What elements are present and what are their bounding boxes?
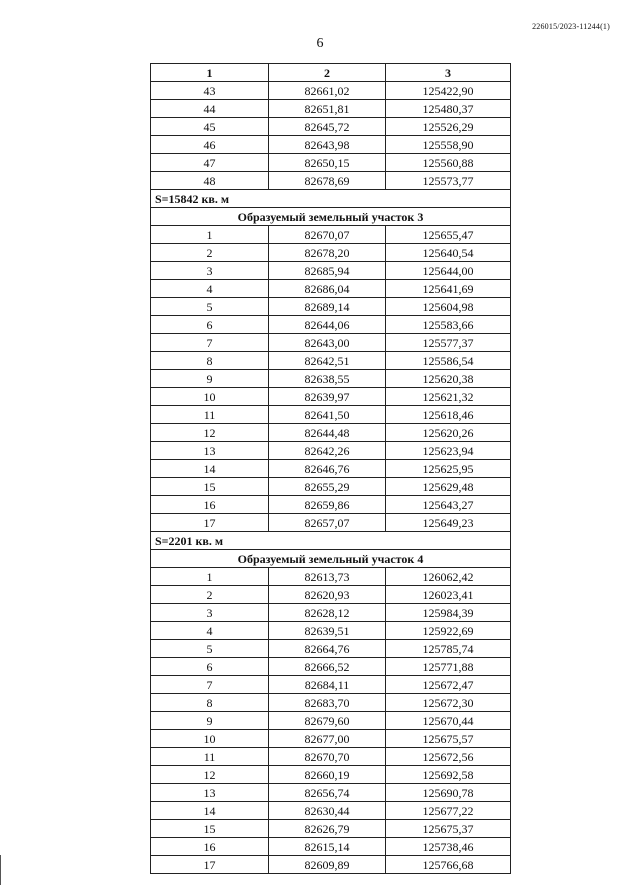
point-number-cell: 3 xyxy=(151,604,269,622)
plot-title-row xyxy=(151,550,511,568)
y-coordinate-cell: 125675,57 xyxy=(386,730,511,748)
y-coordinate-cell: 125677,22 xyxy=(386,802,511,820)
table-row xyxy=(151,460,511,478)
y-coordinate-cell: 125558,90 xyxy=(386,136,511,154)
point-number-cell: 2 xyxy=(151,586,269,604)
table-row xyxy=(151,172,511,190)
point-number-cell: 16 xyxy=(151,496,269,514)
table-row xyxy=(151,568,511,586)
point-number-cell: 16 xyxy=(151,838,269,856)
point-number-cell: 15 xyxy=(151,820,269,838)
point-number-cell: 9 xyxy=(151,370,269,388)
y-coordinate-cell: 125766,68 xyxy=(386,856,511,874)
table-row xyxy=(151,838,511,856)
x-coordinate-cell: 82651,81 xyxy=(269,100,386,118)
table-row xyxy=(151,766,511,784)
table-row xyxy=(151,370,511,388)
y-coordinate-cell: 125675,37 xyxy=(386,820,511,838)
x-coordinate-cell: 82659,86 xyxy=(269,496,386,514)
y-coordinate-cell: 125583,66 xyxy=(386,316,511,334)
table-row xyxy=(151,100,511,118)
table-row xyxy=(151,514,511,532)
x-coordinate-cell: 82679,60 xyxy=(269,712,386,730)
x-coordinate-cell: 82661,02 xyxy=(269,82,386,100)
y-coordinate-cell: 125621,32 xyxy=(386,388,511,406)
point-number-cell: 11 xyxy=(151,406,269,424)
x-coordinate-cell: 82643,00 xyxy=(269,334,386,352)
x-coordinate-cell: 82678,20 xyxy=(269,244,386,262)
x-coordinate-cell: 82609,89 xyxy=(269,856,386,874)
y-coordinate-cell: 125690,78 xyxy=(386,784,511,802)
x-coordinate-cell: 82642,51 xyxy=(269,352,386,370)
point-number-cell: 45 xyxy=(151,118,269,136)
x-coordinate-cell: 82686,04 xyxy=(269,280,386,298)
point-number-cell: 46 xyxy=(151,136,269,154)
document-id: 226015/2023-11244(1) xyxy=(532,22,610,31)
column-header-point: 1 xyxy=(151,64,269,82)
y-coordinate-cell: 125649,23 xyxy=(386,514,511,532)
point-number-cell: 4 xyxy=(151,622,269,640)
y-coordinate-cell: 125620,38 xyxy=(386,370,511,388)
y-coordinate-cell: 125422,90 xyxy=(386,82,511,100)
x-coordinate-cell: 82685,94 xyxy=(269,262,386,280)
area-label: S=2201 кв. м xyxy=(151,532,511,550)
point-number-cell: 6 xyxy=(151,658,269,676)
y-coordinate-cell: 125771,88 xyxy=(386,658,511,676)
y-coordinate-cell: 125618,46 xyxy=(386,406,511,424)
point-number-cell: 4 xyxy=(151,280,269,298)
x-coordinate-cell: 82613,73 xyxy=(269,568,386,586)
point-number-cell: 5 xyxy=(151,298,269,316)
table-row xyxy=(151,604,511,622)
x-coordinate-cell: 82683,70 xyxy=(269,694,386,712)
x-coordinate-cell: 82656,74 xyxy=(269,784,386,802)
table-row xyxy=(151,640,511,658)
point-number-cell: 7 xyxy=(151,676,269,694)
table-row xyxy=(151,226,511,244)
y-coordinate-cell: 125629,48 xyxy=(386,478,511,496)
point-number-cell: 8 xyxy=(151,352,269,370)
point-number-cell: 6 xyxy=(151,316,269,334)
point-number-cell: 3 xyxy=(151,262,269,280)
point-number-cell: 10 xyxy=(151,388,269,406)
table-row xyxy=(151,280,511,298)
point-number-cell: 17 xyxy=(151,514,269,532)
table-row xyxy=(151,496,511,514)
table-row xyxy=(151,118,511,136)
x-coordinate-cell: 82655,29 xyxy=(269,478,386,496)
x-coordinate-cell: 82639,51 xyxy=(269,622,386,640)
x-coordinate-cell: 82643,98 xyxy=(269,136,386,154)
table-row xyxy=(151,730,511,748)
x-coordinate-cell: 82620,93 xyxy=(269,586,386,604)
x-coordinate-cell: 82677,00 xyxy=(269,730,386,748)
point-number-cell: 47 xyxy=(151,154,269,172)
table-row xyxy=(151,334,511,352)
y-coordinate-cell: 125655,47 xyxy=(386,226,511,244)
y-coordinate-cell: 125672,30 xyxy=(386,694,511,712)
table-row xyxy=(151,676,511,694)
x-coordinate-cell: 82666,52 xyxy=(269,658,386,676)
y-coordinate-cell: 125643,27 xyxy=(386,496,511,514)
y-coordinate-cell: 125672,56 xyxy=(386,748,511,766)
x-coordinate-cell: 82615,14 xyxy=(269,838,386,856)
y-coordinate-cell: 125738,46 xyxy=(386,838,511,856)
area-label: S=15842 кв. м xyxy=(151,190,511,208)
area-row xyxy=(151,532,511,550)
y-coordinate-cell: 125672,47 xyxy=(386,676,511,694)
page-number: 6 xyxy=(316,36,324,51)
point-number-cell: 7 xyxy=(151,334,269,352)
y-coordinate-cell: 125785,74 xyxy=(386,640,511,658)
x-coordinate-cell: 82650,15 xyxy=(269,154,386,172)
y-coordinate-cell: 126062,42 xyxy=(386,568,511,586)
x-coordinate-cell: 82684,11 xyxy=(269,676,386,694)
point-number-cell: 43 xyxy=(151,82,269,100)
y-coordinate-cell: 125670,44 xyxy=(386,712,511,730)
point-number-cell: 48 xyxy=(151,172,269,190)
point-number-cell: 13 xyxy=(151,442,269,460)
table-row xyxy=(151,442,511,460)
point-number-cell: 1 xyxy=(151,226,269,244)
table-row xyxy=(151,694,511,712)
table-row xyxy=(151,802,511,820)
x-coordinate-cell: 82678,69 xyxy=(269,172,386,190)
y-coordinate-cell: 126023,41 xyxy=(386,586,511,604)
column-header-x: 2 xyxy=(269,64,386,82)
table-row xyxy=(151,82,511,100)
table-row xyxy=(151,712,511,730)
x-coordinate-cell: 82664,76 xyxy=(269,640,386,658)
y-coordinate-cell: 125480,37 xyxy=(386,100,511,118)
y-coordinate-cell: 125623,94 xyxy=(386,442,511,460)
table-row xyxy=(151,316,511,334)
y-coordinate-cell: 125692,58 xyxy=(386,766,511,784)
plot-title-row xyxy=(151,208,511,226)
y-coordinate-cell: 125604,98 xyxy=(386,298,511,316)
point-number-cell: 9 xyxy=(151,712,269,730)
plot-title: Образуемый земельный участок 3 xyxy=(151,208,511,226)
point-number-cell: 14 xyxy=(151,460,269,478)
point-number-cell: 14 xyxy=(151,802,269,820)
column-header-y: 3 xyxy=(386,64,511,82)
table-row xyxy=(151,154,511,172)
y-coordinate-cell: 125560,88 xyxy=(386,154,511,172)
y-coordinate-cell: 125625,95 xyxy=(386,460,511,478)
x-coordinate-cell: 82630,44 xyxy=(269,802,386,820)
y-coordinate-cell: 125984,39 xyxy=(386,604,511,622)
table-row xyxy=(151,136,511,154)
table-row xyxy=(151,262,511,280)
x-coordinate-cell: 82642,26 xyxy=(269,442,386,460)
point-number-cell: 10 xyxy=(151,730,269,748)
table-row xyxy=(151,424,511,442)
table-row xyxy=(151,352,511,370)
table-row xyxy=(151,658,511,676)
y-coordinate-cell: 125573,77 xyxy=(386,172,511,190)
x-coordinate-cell: 82638,55 xyxy=(269,370,386,388)
table-row xyxy=(151,298,511,316)
table-row xyxy=(151,478,511,496)
point-number-cell: 13 xyxy=(151,784,269,802)
y-coordinate-cell: 125526,29 xyxy=(386,118,511,136)
x-coordinate-cell: 82639,97 xyxy=(269,388,386,406)
table-row xyxy=(151,586,511,604)
point-number-cell: 11 xyxy=(151,748,269,766)
y-coordinate-cell: 125922,69 xyxy=(386,622,511,640)
table-row xyxy=(151,406,511,424)
x-coordinate-cell: 82644,48 xyxy=(269,424,386,442)
x-coordinate-cell: 82644,06 xyxy=(269,316,386,334)
point-number-cell: 8 xyxy=(151,694,269,712)
point-number-cell: 12 xyxy=(151,424,269,442)
y-coordinate-cell: 125641,69 xyxy=(386,280,511,298)
table-row xyxy=(151,748,511,766)
table-row xyxy=(151,856,511,874)
y-coordinate-cell: 125586,54 xyxy=(386,352,511,370)
table-row xyxy=(151,388,511,406)
point-number-cell: 1 xyxy=(151,568,269,586)
x-coordinate-cell: 82689,14 xyxy=(269,298,386,316)
x-coordinate-cell: 82657,07 xyxy=(269,514,386,532)
y-coordinate-cell: 125577,37 xyxy=(386,334,511,352)
plot-title: Образуемый земельный участок 4 xyxy=(151,550,511,568)
point-number-cell: 17 xyxy=(151,856,269,874)
table-row xyxy=(151,820,511,838)
x-coordinate-cell: 82660,19 xyxy=(269,766,386,784)
point-number-cell: 12 xyxy=(151,766,269,784)
area-row xyxy=(151,190,511,208)
point-number-cell: 44 xyxy=(151,100,269,118)
point-number-cell: 5 xyxy=(151,640,269,658)
x-coordinate-cell: 82645,72 xyxy=(269,118,386,136)
x-coordinate-cell: 82670,70 xyxy=(269,748,386,766)
table-row xyxy=(151,622,511,640)
x-coordinate-cell: 82646,76 xyxy=(269,460,386,478)
point-number-cell: 2 xyxy=(151,244,269,262)
y-coordinate-cell: 125620,26 xyxy=(386,424,511,442)
scan-margin-mark xyxy=(0,855,1,885)
table-row xyxy=(151,784,511,802)
table-header-row xyxy=(151,64,511,82)
x-coordinate-cell: 82626,79 xyxy=(269,820,386,838)
x-coordinate-cell: 82628,12 xyxy=(269,604,386,622)
table-row xyxy=(151,244,511,262)
coordinates-table xyxy=(150,63,511,874)
x-coordinate-cell: 82641,50 xyxy=(269,406,386,424)
x-coordinate-cell: 82670,07 xyxy=(269,226,386,244)
coordinates-table-body xyxy=(151,64,511,874)
y-coordinate-cell: 125644,00 xyxy=(386,262,511,280)
y-coordinate-cell: 125640,54 xyxy=(386,244,511,262)
point-number-cell: 15 xyxy=(151,478,269,496)
